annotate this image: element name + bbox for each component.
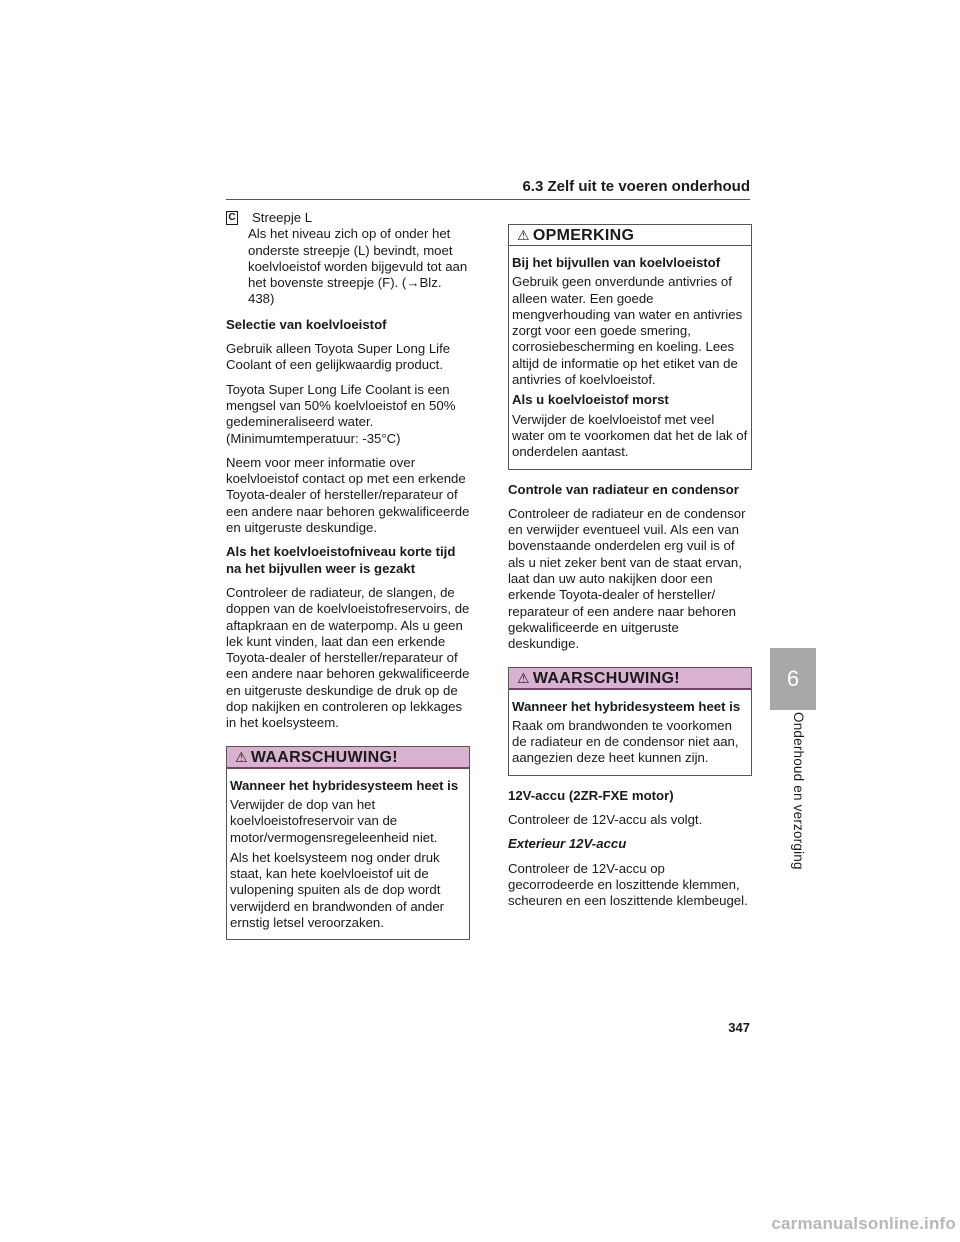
section-header: 6.3 Zelf uit te voeren onderhoud bbox=[522, 178, 750, 195]
warning-triangle-icon: ⚠ bbox=[235, 748, 248, 765]
warning-subhead: Wanneer het hybridesysteem heet is bbox=[512, 698, 741, 714]
warning-title: WAARSCHUWING! bbox=[532, 669, 680, 687]
page-number: 347 bbox=[728, 1020, 750, 1035]
paragraph: Controleer de radiateur en de condensor en verwijder eventueel vuil. Als een van bovenstaande onderdelen erg vuil is of als u niet zeker bent van de staat ervan, laat dan uw auto nakijken door een erkende Toyota-dealer of hersteller/ reparateur of een andere naar behoren gekwalificeerde en uitgeruste deskundige. bbox=[508, 505, 746, 652]
notice-subhead: Als u koelvloeistof morst bbox=[512, 392, 669, 408]
paragraph: Controleer de 12V-accu als volgt. bbox=[508, 812, 703, 828]
paragraph: Controleer de 12V-accu op gecorrodeerde en loszittende klemmen, scheuren en een loszittende klembeugel. bbox=[508, 860, 748, 909]
warning-box bbox=[226, 746, 470, 941]
warning-text: Raak om brandwonden te voorkomen de radiateur en de condensor niet aan, aangezien deze heet kunnen zijn. bbox=[512, 717, 739, 766]
heading-exterieur: Exterieur 12V-accu bbox=[508, 836, 627, 852]
paragraph: Controleer de radiateur, de slangen, de doppen van de koelvloeistofreservoirs, de aftapkraan en de waterpomp. Als u geen lek kunt vinden, laat dan een erkende Toyota-dealer of hersteller/reparateur of een andere naar behoren gekwalificeerde en uitgeruste deskundige de druk op de dop nakijken en controleren op lekkages in het koelsysteem. bbox=[226, 584, 470, 731]
header-divider bbox=[226, 199, 750, 200]
notice-box-header bbox=[509, 225, 751, 246]
heading-korte-tijd: Als het koelvloeistofniveau korte tijd na het bijvullen weer is gezakt bbox=[226, 544, 456, 576]
notice-text: Gebruik geen onverdunde antivries of alleen water. Een goede mengverhouding van water en antivries zorgt voor een goede smering, corrosiebescherming en koeling. Lees altijd de informatie op het etiket van de antivries of koelvloeistof. bbox=[512, 274, 743, 388]
chapter-tab-label: Onderhoud en verzorging bbox=[791, 712, 806, 870]
warning-text: Als het koelsysteem nog onder druk staat, kan hete koelvloeistof uit de vulopening spuiten als de dop wordt verwijderd en brandwonden of ander ernstig letsel veroorzaken. bbox=[230, 849, 445, 930]
notice-box bbox=[508, 224, 752, 470]
heading-accu: 12V-accu (2ZR-FXE motor) bbox=[508, 787, 674, 803]
paragraph: Neem voor meer informatie over koelvloeistof contact op met een erkende Toyota-dealer of hersteller/reparateur of een andere naar behoren gekwalificeerde en uitgeruste deskundige. bbox=[226, 454, 470, 536]
warning-title: WAARSCHUWING! bbox=[250, 748, 398, 766]
notice-title: OPMERKING bbox=[532, 227, 635, 244]
paragraph: Toyota Super Long Life Coolant is een mengsel van 50% koelvloeistof en 50% gedemineraliseerd water. (Minimumtemperatuur: -35°C) bbox=[226, 381, 456, 446]
marker-c-title: Streepje L bbox=[252, 210, 313, 225]
heading-radiateur: Controle van radiateur en condensor bbox=[508, 481, 739, 497]
notice-text: Verwijder de koelvloeistof met veel water om te voorkomen dat het de lak of onderdelen aantast. bbox=[512, 411, 748, 460]
watermark: carmanualsonline.info bbox=[771, 1214, 956, 1233]
right-column bbox=[508, 224, 752, 918]
warning-box-body bbox=[509, 690, 751, 775]
notice-box-body bbox=[509, 246, 751, 469]
warning-subhead: Wanneer het hybridesysteem heet is bbox=[230, 777, 459, 793]
warning-box bbox=[508, 667, 752, 776]
marker-c-badge: C bbox=[226, 211, 238, 225]
warning-text: Verwijder de dop van het koelvloeistofreservoir van de motor/vermogensregeleenheid niet. bbox=[230, 796, 438, 845]
warning-box-header bbox=[227, 747, 469, 769]
warning-box-header bbox=[509, 668, 751, 690]
paragraph: Gebruik alleen Toyota Super Long Life Coolant of een gelijkwaardig product. bbox=[226, 341, 451, 373]
marker-c-text: Als het niveau zich op of onder het onderste streepje (L) bevindt, moet koelvloeistof worden bijgevuld tot aan het bovenste streepje (F). (→Blz. 438) bbox=[248, 226, 468, 307]
left-column bbox=[226, 210, 470, 952]
notice-triangle-icon: ⚠ bbox=[517, 227, 530, 243]
notice-subhead: Bij het bijvullen van koelvloeistof bbox=[512, 255, 721, 270]
heading-selectie: Selectie van koelvloeistof bbox=[226, 316, 387, 332]
marker-c-item bbox=[226, 210, 470, 308]
chapter-tab-number: 6 bbox=[770, 648, 816, 710]
warning-triangle-icon: ⚠ bbox=[517, 669, 530, 686]
warning-box-body bbox=[227, 769, 469, 940]
